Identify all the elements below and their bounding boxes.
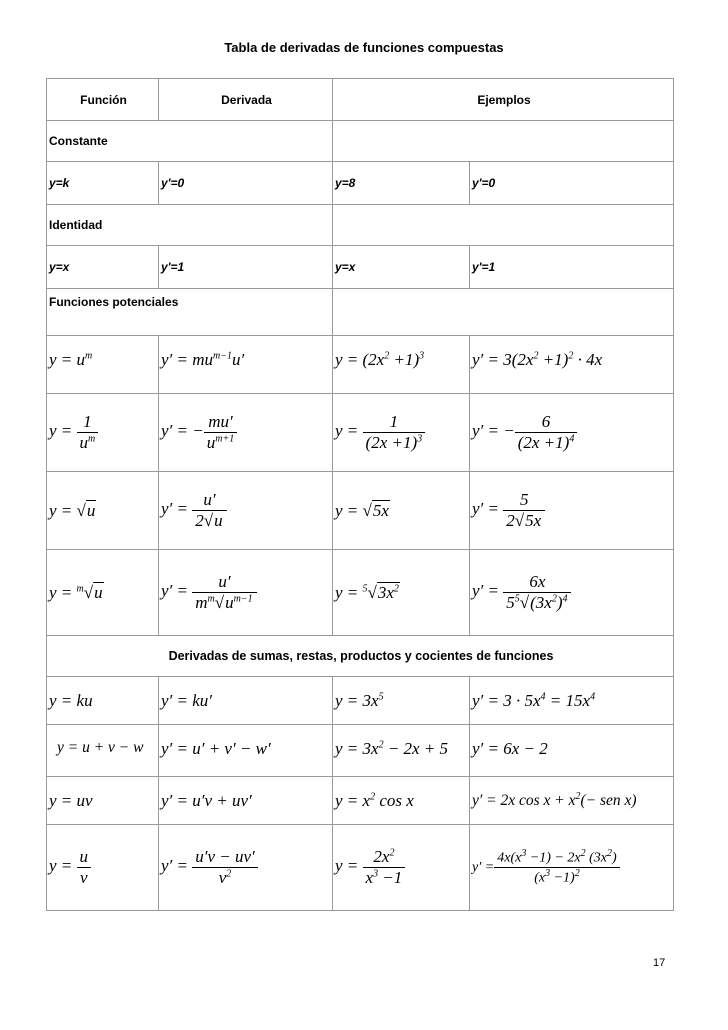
section-row xyxy=(47,636,674,677)
example-cell: $y = 3x^5$ xyxy=(333,677,470,725)
deriv-cell: y′ = u′ + v′ − w′ xyxy=(159,725,333,777)
example-deriv-cell: $y' = 3(2x^2 +1)^2 \cdot 4x$ xyxy=(470,336,674,394)
section-constante: Constante xyxy=(47,121,333,162)
example-deriv-cell: y′ = $\frac{5}{2√5x}$ xyxy=(470,472,674,550)
table-row xyxy=(47,825,674,911)
example-deriv-cell: y′ = 2x $\cos x + x^2(-$ sen x) xyxy=(470,777,674,825)
example-cell: y = $\frac{1}{(2x +1)^3}$ xyxy=(333,394,470,472)
table-row xyxy=(47,394,674,472)
example-cell: $y = x^2$ cos x xyxy=(333,777,470,825)
example-deriv-cell: y′ = − $\frac{6}{(2x +1)^4}$ xyxy=(470,394,674,472)
header-ejemplos: Ejemplos xyxy=(333,79,674,121)
derivatives-table xyxy=(46,78,674,911)
example-cell: $y = 3x^2 - 2x + 5$ xyxy=(333,725,470,777)
header-funcion: Función xyxy=(47,79,159,121)
example-cell: $y = ^5√3x^2$ xyxy=(333,550,470,636)
deriv-cell: y'=0 xyxy=(159,162,333,205)
example-deriv-cell: y′ = 6x − 2 xyxy=(470,725,674,777)
example-deriv-cell: $y' = 3 \cdot 5x^4 = 15x^4$ xyxy=(470,677,674,725)
table-row xyxy=(47,246,674,289)
example-cell: y=8 xyxy=(333,162,470,205)
example-deriv-cell: y'=1 xyxy=(470,246,674,289)
section-row xyxy=(47,205,674,246)
table-row xyxy=(47,336,674,394)
deriv-cell: y′ = ku′ xyxy=(159,677,333,725)
deriv-cell: y′ = − $\frac{mu'}{u^{m+1}}$ xyxy=(159,394,333,472)
table-row xyxy=(47,162,674,205)
func-cell: $y = u^m$ xyxy=(47,336,159,394)
page-number: 17 xyxy=(653,957,666,969)
table-row xyxy=(47,725,674,777)
func-cell: y = $\frac{u}{v}$ xyxy=(47,825,159,911)
func-cell: y = u + v − w xyxy=(47,725,159,777)
table-row xyxy=(47,777,674,825)
func-cell: y = √u xyxy=(47,472,159,550)
example-cell: $y = (2x^2 +1)^3$ xyxy=(333,336,470,394)
table-row xyxy=(47,550,674,636)
func-cell: y = $\frac{1}{u^m}$ xyxy=(47,394,159,472)
deriv-cell: y′ = $\frac{u'v - uv'}{v^2}$ xyxy=(159,825,333,911)
func-cell: y = uv xyxy=(47,777,159,825)
example-deriv-cell: y′ = $\frac{6x}{5^5√(3x^2)^4}$ xyxy=(470,550,674,636)
table-row xyxy=(47,677,674,725)
func-cell: y = ku xyxy=(47,677,159,725)
example-deriv-cell: y'=0 xyxy=(470,162,674,205)
deriv-cell: y′ = u′v + uv′ xyxy=(159,777,333,825)
deriv-cell: y′ = $\frac{u'}{m^m√u^{m-1}}$ xyxy=(159,550,333,636)
header-row xyxy=(47,79,674,121)
deriv-cell: y′ = $\frac{u'}{2√u}$ xyxy=(159,472,333,550)
func-cell: y=k xyxy=(47,162,159,205)
example-cell: y = $\frac{2x^2}{x^3 -1}$ xyxy=(333,825,470,911)
section-row xyxy=(47,121,674,162)
deriv-cell: $y' = mu^{m-1}u'$ xyxy=(159,336,333,394)
section-sumas: Derivadas de sumas, restas, productos y cocientes de funciones xyxy=(47,636,674,677)
header-derivada: Derivada xyxy=(159,79,333,121)
table-row xyxy=(47,472,674,550)
func-cell: y=x xyxy=(47,246,159,289)
section-potenciales: Funciones potenciales xyxy=(47,289,333,336)
page-title: Tabla de derivadas de funciones compuestas xyxy=(224,40,504,55)
func-cell: y = $^m$√u xyxy=(47,550,159,636)
deriv-cell: y'=1 xyxy=(159,246,333,289)
example-deriv-cell: y′ = $\frac{4x(x^3 -1) - 2x^2 (3x^2)}{(x^3 -1)^2}$ xyxy=(470,825,674,911)
section-identidad: Identidad xyxy=(47,205,333,246)
example-cell: y=x xyxy=(333,246,470,289)
section-row xyxy=(47,289,674,336)
example-cell: y = √5x xyxy=(333,472,470,550)
